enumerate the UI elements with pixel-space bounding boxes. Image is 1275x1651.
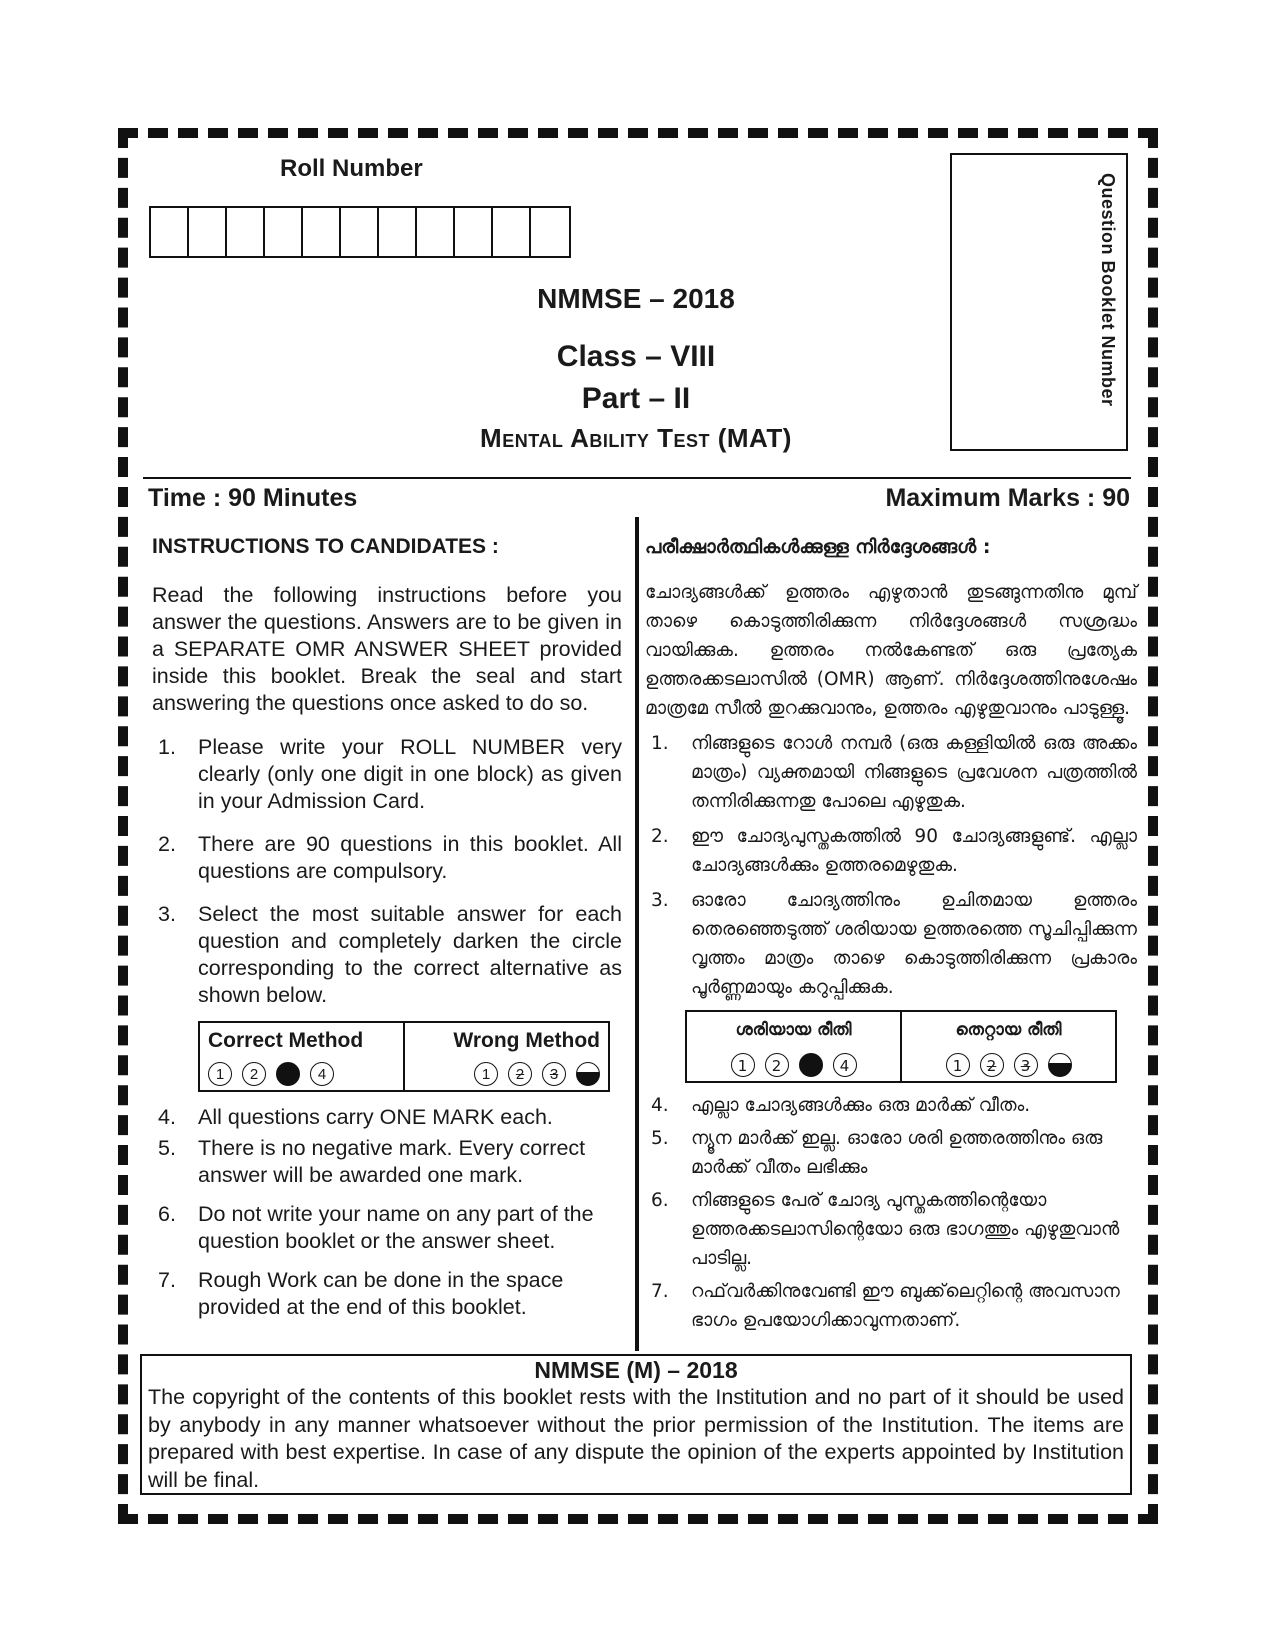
wrong-method-label: Wrong Method: [453, 1029, 600, 1052]
roll-digit-box[interactable]: [151, 208, 189, 256]
list-item: 3. Select the most suitable answer for each question and completely darken the circle corresponding to the correct alternative as shown below.: [158, 902, 622, 1007]
roll-digit-box[interactable]: [303, 208, 341, 256]
roll-digit-box[interactable]: [493, 208, 531, 256]
list-item: 4. All questions carry ONE MARK each.: [158, 1105, 553, 1129]
crossed-bubble: 2: [980, 1053, 1004, 1077]
roll-digit-box[interactable]: [417, 208, 455, 256]
crossed-bubble: 3: [542, 1062, 566, 1086]
crossed-bubble: 3: [1014, 1053, 1038, 1077]
roll-digit-box[interactable]: [531, 208, 569, 256]
list-item: 7. റഫ്‌വർക്കിനുവേണ്ടി ഈ ബുക്ക്‌ലെറ്റിന്റെ അവസാന ഭാഗം ഉപയോഗിക്കാവുന്നതാണ്.: [651, 1281, 1120, 1331]
bubble: 4: [833, 1053, 857, 1077]
copyright-box: [140, 1354, 1132, 1495]
half-filled-bubble: [576, 1062, 600, 1086]
list-item: 5. ന്യൂന മാർക്ക് ഇല്ല. ഓരോ ശരി ഉത്തരത്തിനും ഒരു മാർക്ക് വീതം ലഭിക്കും: [651, 1128, 1103, 1178]
list-item: 1. നിങ്ങളുടെ റോൾ നമ്പർ (ഒരു കള്ളിയിൽ ഒരു അക്കം മാത്രം) വ്യക്തമായി നിങ്ങളുടെ പ്രവേശന പത്രത്തിൽ തന്നിരിക്കുന്നതു പോലെ എഴുതുക.: [651, 733, 1137, 812]
malayalam-intro: ചോദ്യങ്ങൾക്ക് ഉത്തരം എഴുതാൻ തുടങ്ങുന്നതിനു മുമ്പ് താഴെ കൊടുത്തിരിക്കുന്ന നിർദ്ദേശങ്ങൾ സശ്രദ്ധം വായിക്കുക. ഉത്തരം നൽകേണ്ടത് ഒരു പ്രത്യേക ഉത്തരക്കടലാസിൽ (OMR) ആണ്. നിർദ്ദേശത്തിനുശേഷം മാത്രമേ സീൽ തുറക്കുവാനും, ഉത്തരം എഴുതുവാനും പാടുള്ളൂ.: [645, 582, 1137, 719]
crossed-bubble: 2: [508, 1062, 532, 1086]
list-item: 2. ഈ ചോദ്യപുസ്തകത്തിൽ 90 ചോദ്യങ്ങളുണ്ട്. എല്ലാ ചോദ്യങ്ങൾക്കും ഉത്തരമെഴുതുക.: [651, 826, 1137, 876]
english-intro: Read the following instructions before you answer the questions. Answers are to be given in a SEPARATE OMR ANSWER SHEET provided inside this booklet. Break the seal and start answering the questions once asked to do so.: [152, 583, 622, 715]
booklet-number-label: Question Booklet Number: [1098, 173, 1118, 407]
bubble: 1: [946, 1053, 970, 1077]
header-divider: [143, 477, 1131, 479]
footer-heading: NMMSE (M) – 2018: [534, 1357, 738, 1383]
english-heading: INSTRUCTIONS TO CANDIDATES :: [152, 535, 499, 558]
roll-digit-box[interactable]: [379, 208, 417, 256]
copyright-text: The copyright of the contents of this booklet rests with the Institution and no part of it should be used by anybody in any manner whatsoever without the prior permission of the Institution. The items are prepared with best expertise. In case of any dispute the opinion of the experts appointed by Institution will be final.: [148, 1385, 1124, 1492]
bubble: 1: [731, 1053, 755, 1077]
test-name: Mental Ability Test (MAT): [480, 423, 792, 453]
list-item: 5. There is no negative mark. Every correct answer will be awarded one mark.: [158, 1136, 586, 1187]
column-divider: [635, 517, 639, 1351]
list-item: 6. Do not write your name on any part of the question booklet or the answer sheet.: [158, 1202, 594, 1253]
list-item: 2. There are 90 questions in this booklet. All questions are compulsory.: [158, 832, 622, 883]
answer-method-example: [198, 1021, 610, 1092]
roll-digit-box[interactable]: [341, 208, 379, 256]
malayalam-heading: പരീക്ഷാർത്ഥികൾക്കുള്ള നിർദ്ദേശങ്ങൾ :: [645, 536, 991, 558]
bubble: 1: [474, 1062, 498, 1086]
exam-title: NMMSE – 2018: [537, 283, 735, 314]
filled-bubble: [799, 1053, 823, 1077]
time-label: Time : 90 Minutes: [148, 484, 358, 512]
roll-digit-box[interactable]: [455, 208, 493, 256]
roll-digit-box[interactable]: [227, 208, 265, 256]
correct-bubbles: [695, 1053, 892, 1077]
filled-bubble: [276, 1062, 300, 1086]
booklet-number-box[interactable]: [950, 153, 1128, 451]
max-marks-label: Maximum Marks : 90: [885, 484, 1130, 512]
wrong-bubbles: [413, 1062, 600, 1086]
bubble: 2: [242, 1062, 266, 1086]
wrong-method-cell: [403, 1023, 608, 1090]
wrong-bubbles: [910, 1053, 1107, 1077]
correct-method-label: Correct Method: [208, 1029, 364, 1052]
correct-bubbles: [208, 1062, 395, 1086]
roll-number-label: Roll Number: [280, 155, 423, 182]
class-label: Class – VIII: [556, 340, 716, 373]
roll-number-boxes[interactable]: [149, 206, 571, 258]
bubble: 1: [208, 1062, 232, 1086]
roll-digit-box[interactable]: [265, 208, 303, 256]
half-filled-bubble: [1048, 1053, 1072, 1077]
malayalam-instructions: [645, 533, 1137, 1335]
list-item: 7. Rough Work can be done in the space provided at the end of this booklet.: [158, 1268, 564, 1319]
list-item: 4. എല്ലാ ചോദ്യങ്ങൾക്കും ഒരു മാർക്ക് വീതം.: [651, 1095, 1031, 1116]
list-item: 6. നിങ്ങളുടെ പേര് ചോദ്യ പുസ്തകത്തിന്റെയോ ഉത്തരക്കടലാസിന്റെയോ ഒരു ഭാഗത്തും എഴുതുവാൻ പാടില്ല.: [651, 1190, 1120, 1269]
bubble: 2: [765, 1053, 789, 1077]
answer-method-example-ml: [685, 1010, 1117, 1083]
correct-method-cell: [200, 1023, 403, 1090]
part-label: Part – II: [581, 382, 691, 415]
english-instructions: [152, 533, 622, 1321]
list-item: 3. ഓരോ ചോദ്യത്തിനും ഉചിതമായ ഉത്തരം തെരഞ്ഞെടുത്ത് ശരിയായ ഉത്തരത്തെ സൂചിപ്പിക്കുന്ന വൃത്തം മാത്രം താഴെ കൊടുത്തിരിക്കുന്ന പ്രകാരം പൂർണ്ണമായും കറുപ്പിക്കുക.: [651, 890, 1137, 998]
wrong-method-label: തെറ്റായ രീതി: [955, 1020, 1062, 1040]
correct-method-cell: [687, 1012, 900, 1081]
roll-digit-box[interactable]: [189, 208, 227, 256]
correct-method-label: ശരിയായ രീതി: [735, 1020, 852, 1040]
list-item: 1. Please write your ROLL NUMBER very clearly (only one digit in one block) as given in your Admission Card.: [158, 735, 622, 813]
bubble: 4: [310, 1062, 334, 1086]
wrong-method-cell: [900, 1012, 1115, 1081]
